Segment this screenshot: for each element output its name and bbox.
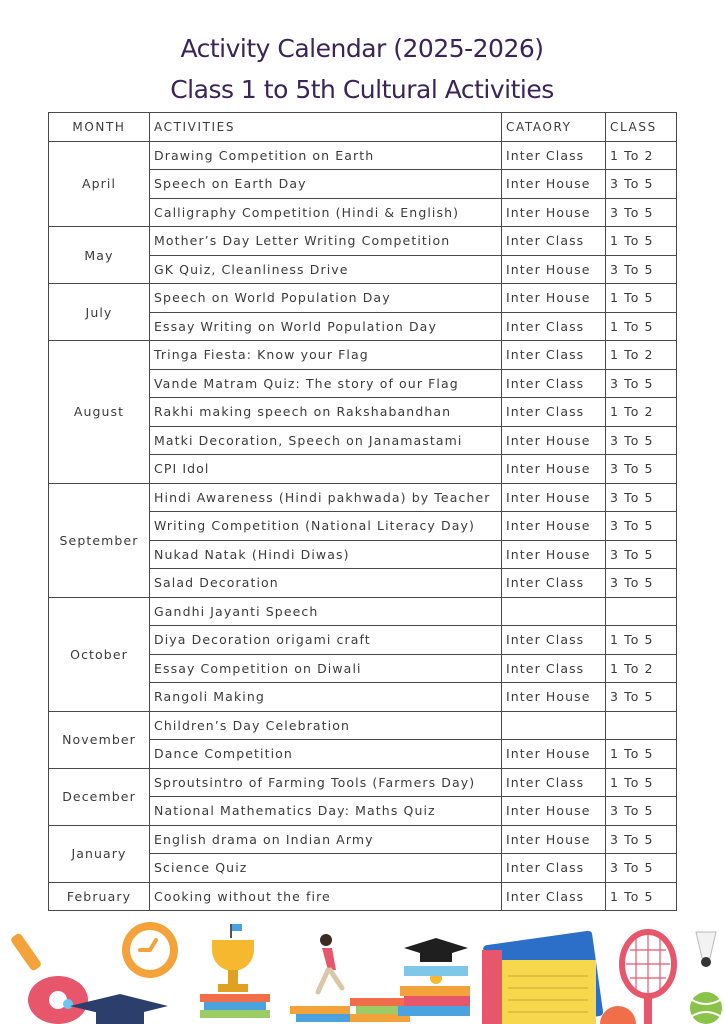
- activity-cell: CPI Idol: [150, 455, 502, 484]
- activity-cell: Nukad Natak (Hindi Diwas): [150, 540, 502, 569]
- category-cell: Inter Class: [502, 854, 606, 883]
- activity-cell: National Mathematics Day: Maths Quiz: [150, 797, 502, 826]
- activity-cell: Sproutsintro of Farming Tools (Farmers Day): [150, 768, 502, 797]
- category-cell: Inter House: [502, 740, 606, 769]
- table-row: [49, 483, 677, 512]
- category-cell: Inter House: [502, 170, 606, 199]
- class-cell: 3 To 5: [606, 426, 677, 455]
- page-subtitle: Class 1 to 5th Cultural Activities: [170, 75, 554, 104]
- activity-cell: Mother’s Day Letter Writing Competition: [150, 227, 502, 256]
- month-cell: May: [49, 227, 150, 284]
- class-cell: 3 To 5: [606, 569, 677, 598]
- class-cell: 3 To 5: [606, 198, 677, 227]
- category-cell: Inter Class: [502, 768, 606, 797]
- category-cell: Inter Class: [502, 654, 606, 683]
- class-cell: 1 To 5: [606, 740, 677, 769]
- table-body: [49, 141, 677, 911]
- class-cell: 3 To 5: [606, 512, 677, 541]
- month-cell: November: [49, 711, 150, 768]
- clock-icon: [122, 922, 178, 978]
- activity-cell: Rakhi making speech on Rakshabandhan: [150, 398, 502, 427]
- class-cell: 3 To 5: [606, 825, 677, 854]
- activity-cell: Speech on Earth Day: [150, 170, 502, 199]
- guitar-icon: [10, 932, 88, 1024]
- shuttlecock-icon: [696, 932, 716, 967]
- category-cell: Inter Class: [502, 141, 606, 170]
- header-category: CATAORY: [502, 113, 606, 142]
- activity-cell: Gandhi Jayanti Speech: [150, 597, 502, 626]
- class-cell: 3 To 5: [606, 483, 677, 512]
- table-row: [49, 141, 677, 170]
- category-cell: Inter Class: [502, 227, 606, 256]
- table-row: [49, 227, 677, 256]
- activity-cell: Calligraphy Competition (Hindi & English): [150, 198, 502, 227]
- category-cell: Inter House: [502, 198, 606, 227]
- header-activities: ACTIVITIES: [150, 113, 502, 142]
- category-cell: Inter House: [502, 255, 606, 284]
- category-cell: Inter House: [502, 284, 606, 313]
- ball-icon: [600, 1006, 636, 1024]
- activity-calendar-table: [48, 112, 677, 911]
- category-cell: [502, 711, 606, 740]
- class-cell: 3 To 5: [606, 683, 677, 712]
- activity-cell: Diya Decoration origami craft: [150, 626, 502, 655]
- activity-cell: GK Quiz, Cleanliness Drive: [150, 255, 502, 284]
- table-row: [49, 768, 677, 797]
- month-cell: October: [49, 597, 150, 711]
- table-header-row: [49, 113, 677, 142]
- category-cell: Inter House: [502, 483, 606, 512]
- class-cell: 3 To 5: [606, 797, 677, 826]
- activity-cell: Rangoli Making: [150, 683, 502, 712]
- tennis-racket-icon: [622, 932, 674, 1024]
- category-cell: Inter House: [502, 797, 606, 826]
- activity-cell: Hindi Awareness (Hindi pakhwada) by Teacher: [150, 483, 502, 512]
- class-cell: 3 To 5: [606, 170, 677, 199]
- class-cell: 1 To 5: [606, 626, 677, 655]
- class-cell: 1 To 2: [606, 341, 677, 370]
- trophy-icon: [200, 924, 270, 1018]
- notebook-icon: [482, 930, 604, 1024]
- class-cell: 1 To 5: [606, 284, 677, 313]
- category-cell: Inter Class: [502, 369, 606, 398]
- category-cell: Inter House: [502, 426, 606, 455]
- activity-cell: Salad Decoration: [150, 569, 502, 598]
- category-cell: Inter Class: [502, 341, 606, 370]
- class-cell: 1 To 5: [606, 227, 677, 256]
- category-cell: Inter Class: [502, 312, 606, 341]
- class-cell: 1 To 5: [606, 312, 677, 341]
- category-cell: Inter House: [502, 512, 606, 541]
- decoration-strip: [0, 920, 724, 1024]
- activity-cell: Dance Competition: [150, 740, 502, 769]
- activity-cell: Drawing Competition on Earth: [150, 141, 502, 170]
- category-cell: Inter Class: [502, 626, 606, 655]
- month-cell: August: [49, 341, 150, 484]
- month-cell: December: [49, 768, 150, 825]
- table-row: [49, 825, 677, 854]
- activity-cell: Matki Decoration, Speech on Janamastami: [150, 426, 502, 455]
- activity-cell: Science Quiz: [150, 854, 502, 883]
- activity-cell: Tringa Fiesta: Know your Flag: [150, 341, 502, 370]
- category-cell: Inter House: [502, 683, 606, 712]
- activity-cell: Cooking without the fire: [150, 882, 502, 911]
- category-cell: Inter House: [502, 455, 606, 484]
- month-cell: September: [49, 483, 150, 597]
- activity-cell: Writing Competition (National Literacy Day): [150, 512, 502, 541]
- category-cell: Inter Class: [502, 569, 606, 598]
- category-cell: Inter Class: [502, 398, 606, 427]
- class-cell: 3 To 5: [606, 540, 677, 569]
- header-month: MONTH: [49, 113, 150, 142]
- activity-cell: Speech on World Population Day: [150, 284, 502, 313]
- category-cell: Inter House: [502, 825, 606, 854]
- activity-cell: Vande Matram Quiz: The story of our Flag: [150, 369, 502, 398]
- graduation-cap-books-icon: [398, 938, 470, 1016]
- activity-cell: English drama on Indian Army: [150, 825, 502, 854]
- page-title: Activity Calendar (2025-2026): [180, 34, 544, 63]
- category-cell: Inter Class: [502, 882, 606, 911]
- class-cell: 3 To 5: [606, 255, 677, 284]
- table-row: [49, 284, 677, 313]
- class-cell: 1 To 5: [606, 768, 677, 797]
- table-row: [49, 341, 677, 370]
- class-cell: 1 To 2: [606, 141, 677, 170]
- header-class: CLASS: [606, 113, 677, 142]
- month-cell: February: [49, 882, 150, 911]
- runner-on-books-icon: [290, 934, 416, 1022]
- activity-cell: Essay Writing on World Population Day: [150, 312, 502, 341]
- class-cell: [606, 597, 677, 626]
- activity-cell: Essay Competition on Diwali: [150, 654, 502, 683]
- class-cell: [606, 711, 677, 740]
- table-row: [49, 711, 677, 740]
- activity-cell: Children’s Day Celebration: [150, 711, 502, 740]
- category-cell: Inter House: [502, 540, 606, 569]
- month-cell: July: [49, 284, 150, 341]
- category-cell: [502, 597, 606, 626]
- class-cell: 1 To 2: [606, 654, 677, 683]
- class-cell: 3 To 5: [606, 369, 677, 398]
- tennis-ball-icon: [690, 992, 722, 1024]
- table-row: [49, 597, 677, 626]
- month-cell: January: [49, 825, 150, 882]
- month-cell: April: [49, 141, 150, 227]
- class-cell: 1 To 5: [606, 882, 677, 911]
- class-cell: 3 To 5: [606, 455, 677, 484]
- table-row: [49, 882, 677, 911]
- class-cell: 3 To 5: [606, 854, 677, 883]
- class-cell: 1 To 2: [606, 398, 677, 427]
